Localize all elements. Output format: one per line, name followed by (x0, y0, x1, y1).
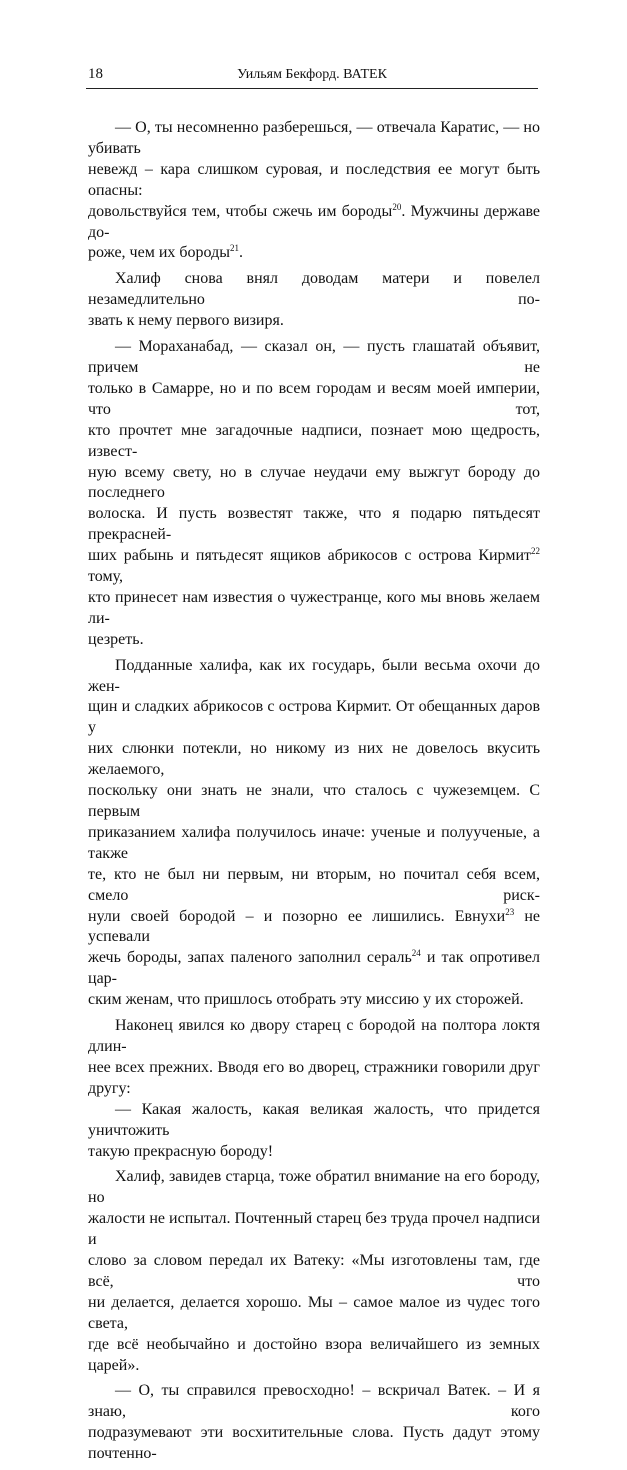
paragraph (88, 118, 540, 264)
text-line: жалости не испытал. Почтенный старец без труда прочел надписи и (88, 1210, 540, 1249)
text-line: кто прочтет мне загадочные надписи, познает мою щедрость, извест- (88, 421, 540, 460)
text-line: ни делается, делается хорошо. Мы – самое малое из чудес того света, (88, 1293, 540, 1332)
paragraph (88, 1381, 540, 1465)
text-run: и так опротивел цар- (88, 949, 541, 988)
text-run: нули своей бородой – и позорно ее лишились. Евнухи (88, 907, 506, 925)
footnote-ref[interactable]: 21 (229, 243, 239, 254)
text-line: — О, ты справился превосходно! – вскричал Ватек. – И я знаю, кого (88, 1382, 540, 1421)
footnote-ref[interactable]: 24 (411, 948, 421, 959)
text-run: не успевали (88, 907, 540, 946)
body-text (88, 118, 540, 1470)
paragraph (88, 1016, 540, 1100)
paragraph (88, 337, 540, 651)
text-run: . (238, 244, 243, 262)
running-title: Уильям Бекфорд. ВАТЕК (237, 67, 387, 82)
text-run: довольствуйся тем, чтобы сжечь им бороды (88, 202, 393, 220)
text-line (88, 907, 540, 949)
text-line: — О, ты несомненно разберешься, — отвечала Каратис, — но убивать (88, 119, 540, 157)
text-line: цезреть. (88, 630, 144, 648)
page-header (86, 66, 538, 89)
text-line: невежд – кара слишком суровая, и последствия ее могут быть опасны: (88, 160, 540, 199)
text-line: подразумевают эти восхитительные слова. Пусть дадут этому почтенно- (88, 1424, 540, 1463)
text-line: слово за словом передал их Ватеку: «Мы изготовлены там, где всё, что (88, 1252, 540, 1290)
text-run: . Мужчины державе до- (88, 202, 541, 241)
text-line (88, 948, 540, 990)
footnote-ref[interactable]: 23 (505, 906, 515, 917)
text-line (88, 546, 540, 588)
text-line: Халиф, завидев старца, тоже обратил внимание на его бороду, но (88, 1168, 540, 1207)
text-line: — Мораханабад, — сказал он, — пусть глашатай объявит, причем не (88, 338, 540, 376)
text-line: ную всему свету, но в случае неудачи ему выжгут бороду до последнего (88, 463, 540, 502)
text-line: — Какая жалость, какая великая жалость, что придется уничтожить (88, 1100, 540, 1139)
text-line (88, 202, 540, 244)
text-line: поскольку они знать не знали, что сталось с чужеземцем. С первым (88, 782, 540, 820)
page-number: 18 (88, 66, 103, 82)
text-run: тому, (88, 568, 123, 586)
text-line: волоска. И пусть возвестят также, что я подарю пятьдесят прекрасней- (88, 505, 540, 544)
text-line: щин и сладких абрикосов с острова Кирмит. От обещанных даров у (88, 698, 540, 737)
paragraph (88, 656, 540, 1011)
text-run: роже, чем их бороды (88, 244, 230, 262)
footnote-ref[interactable]: 20 (392, 201, 402, 212)
paragraph (88, 1100, 540, 1163)
text-line: них слюнки потекли, но никому из них не довелось вкусить желаемого, (88, 740, 540, 779)
text-line: такую прекрасную бороду! (88, 1142, 274, 1160)
text-line: звать к нему первого визиря. (88, 312, 284, 330)
text-line: Халиф снова внял доводам матери и повелел незамедлительно по- (88, 270, 540, 309)
text-line: приказанием халифа получилось иначе: ученые и полуученые, а также (88, 823, 540, 862)
text-line (88, 243, 540, 264)
text-line: Подданные халифа, как их государь, были весьма охочи до жен- (88, 656, 540, 695)
paragraph (88, 1167, 540, 1376)
text-line: нее всех прежних. Вводя его во дворец, стражники говорили друг другу: (88, 1058, 540, 1097)
text-run: ших рабынь и пятьдесят ящиков абрикосов с острова Кирмит (88, 547, 531, 565)
text-line: где всё необычайно и достойно взора величайшего из земных царей». (88, 1335, 540, 1374)
text-line: ским женам, что пришлось отобрать эту миссию у их сторожей. (88, 991, 524, 1009)
paragraph (88, 269, 540, 332)
text-run: жечь бороды, запах паленого заполнил сераль (88, 949, 412, 967)
text-line: те, кто не был ни первым, ни вторым, но почитал себя всем, смело риск- (88, 865, 540, 904)
footnote-ref[interactable]: 22 (531, 546, 540, 557)
text-line: Наконец явился ко двору старец с бородой на полтора локтя длин- (88, 1017, 540, 1055)
text-line: кто принесет нам известия о чужестранце, кого мы вновь желаем ли- (88, 588, 540, 627)
text-line: только в Самарре, но и по всем городам и весям моей империи, что тот, (88, 379, 540, 418)
